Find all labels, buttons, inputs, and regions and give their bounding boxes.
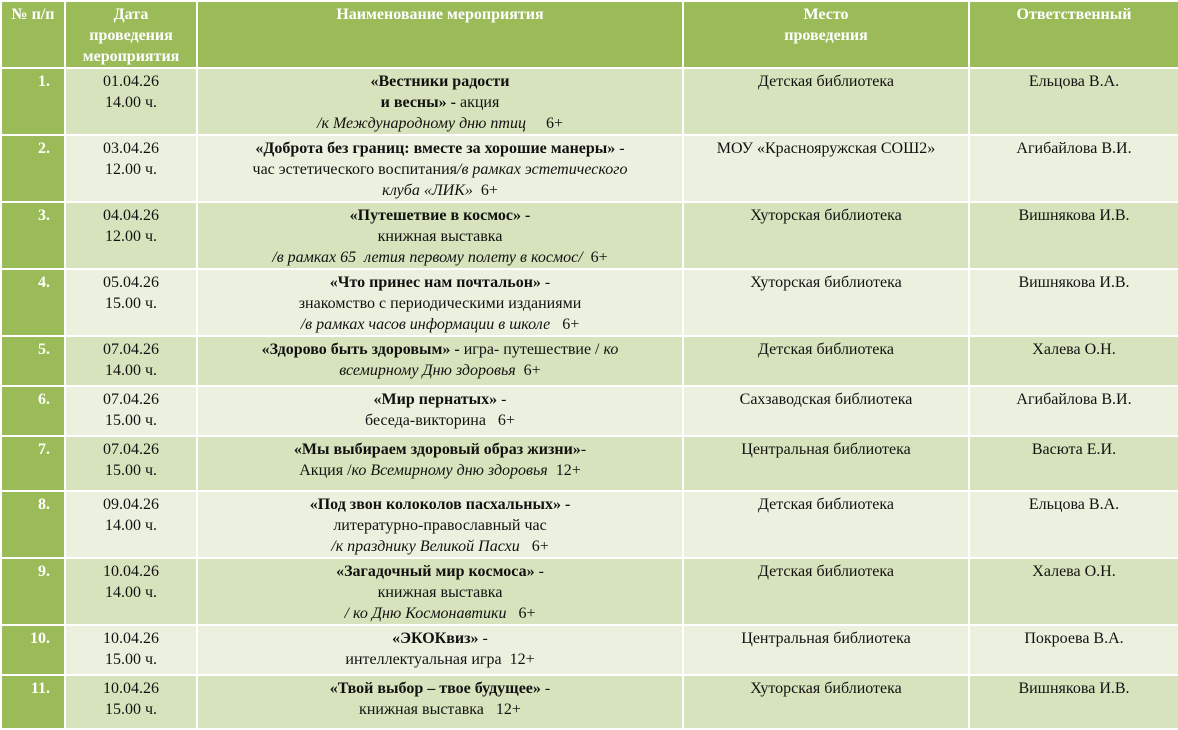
event-place: Хуторская библиотека xyxy=(683,675,969,729)
event-line xyxy=(202,71,678,92)
header-responsible: Ответственный xyxy=(969,1,1178,68)
event-text: книжная выставка xyxy=(377,584,503,601)
event-line xyxy=(202,226,678,247)
event-responsible: Вишнякова И.В. xyxy=(969,269,1178,336)
event-date: 01.04.26 xyxy=(103,73,159,90)
event-name xyxy=(197,336,683,386)
event-text: ко Всемирному дню здоровья xyxy=(351,462,548,479)
event-text: 6+ xyxy=(525,115,563,132)
event-name xyxy=(197,675,683,729)
event-line xyxy=(202,410,678,431)
event-place: Хуторская библиотека xyxy=(683,202,969,269)
event-date: 10.04.26 xyxy=(103,563,159,580)
event-date: 07.04.26 xyxy=(103,391,159,408)
event-line xyxy=(202,439,678,460)
event-text: /в рамках часов информации в школе xyxy=(300,316,551,333)
event-datetime xyxy=(65,202,197,269)
event-name xyxy=(197,625,683,675)
event-line xyxy=(202,360,678,381)
event-line xyxy=(202,582,678,603)
table-row xyxy=(1,625,1178,675)
event-place: Детская библиотека xyxy=(683,491,969,558)
event-text: «Путешетвие в космос» - xyxy=(349,207,531,224)
header-place: Место проведения xyxy=(683,1,969,68)
event-line xyxy=(202,293,678,314)
event-line xyxy=(202,699,678,720)
event-text: /в рамках 65 летия первому полету в космос/ xyxy=(272,249,583,266)
event-name xyxy=(197,269,683,336)
event-datetime xyxy=(65,558,197,625)
event-responsible: Вишнякова И.В. xyxy=(969,675,1178,729)
event-text: 6+ xyxy=(582,249,608,266)
event-text: - xyxy=(540,680,551,697)
event-datetime xyxy=(65,135,197,202)
event-line xyxy=(202,678,678,699)
event-line xyxy=(202,92,678,113)
event-time: 14.00 ч. xyxy=(104,94,158,111)
row-number: 8. xyxy=(1,491,65,558)
event-text: - xyxy=(615,140,625,157)
event-line xyxy=(202,180,678,201)
event-datetime xyxy=(65,625,197,675)
event-text: ко xyxy=(603,341,619,358)
row-number: 7. xyxy=(1,436,65,491)
event-text: - xyxy=(497,391,507,408)
event-line xyxy=(202,628,678,649)
row-number: 5. xyxy=(1,336,65,386)
event-text: интеллектуальная игра 12+ xyxy=(345,651,535,668)
event-responsible: Васюта Е.И. xyxy=(969,436,1178,491)
event-datetime xyxy=(65,386,197,436)
event-text: «Вестники радости xyxy=(370,73,510,90)
header-date: Дата проведения мероприятия xyxy=(65,1,197,68)
event-datetime xyxy=(65,491,197,558)
event-text: «ЭКОКвиз» xyxy=(392,630,479,647)
event-text: час эстетического воспитания xyxy=(252,161,457,178)
event-place: Центральная библиотека xyxy=(683,625,969,675)
event-text: «Что принес нам почтальон» xyxy=(329,274,541,291)
event-text: 6+ xyxy=(550,316,580,333)
event-line xyxy=(202,247,678,268)
event-line xyxy=(202,138,678,159)
event-responsible: Халева О.Н. xyxy=(969,558,1178,625)
event-line xyxy=(202,603,678,624)
event-time: 12.00 ч. xyxy=(104,228,158,245)
event-text: всемирному Дню здоровья xyxy=(339,362,516,379)
event-time: 15.00 ч. xyxy=(104,651,158,668)
event-place: Хуторская библиотека xyxy=(683,269,969,336)
event-name xyxy=(197,436,683,491)
row-number: 3. xyxy=(1,202,65,269)
event-line xyxy=(202,205,678,226)
header-name: Наименование мероприятия xyxy=(197,1,683,68)
table-row xyxy=(1,336,1178,386)
event-line xyxy=(202,561,678,582)
event-place: МОУ «Краснояружская СОШ2» xyxy=(683,135,969,202)
event-datetime xyxy=(65,336,197,386)
event-text: клуба «ЛИК» xyxy=(382,182,473,199)
table-row xyxy=(1,68,1178,135)
event-date: 10.04.26 xyxy=(103,630,159,647)
row-number: 6. xyxy=(1,386,65,436)
event-text: литературно-православный час xyxy=(333,517,547,534)
event-text: «Доброта без границ: вместе за хорошие манеры» xyxy=(255,140,616,157)
event-name xyxy=(197,491,683,558)
event-line xyxy=(202,339,678,360)
event-name xyxy=(197,135,683,202)
event-text: знакомство с периодическими изданиями xyxy=(298,295,582,312)
event-place: Сахзаводская библиотека xyxy=(683,386,969,436)
event-name xyxy=(197,202,683,269)
table-row xyxy=(1,675,1178,729)
event-name xyxy=(197,558,683,625)
event-responsible: Агибайлова В.И. xyxy=(969,135,1178,202)
event-datetime xyxy=(65,68,197,135)
event-responsible: Халева О.Н. xyxy=(969,336,1178,386)
event-text: акция xyxy=(459,94,500,111)
event-time: 15.00 ч. xyxy=(104,412,158,429)
event-line xyxy=(202,314,678,335)
event-responsible: Агибайлова В.И. xyxy=(969,386,1178,436)
table-row xyxy=(1,436,1178,491)
event-time: 14.00 ч. xyxy=(104,584,158,601)
event-text: «Под звон колоколов пасхальных» - xyxy=(309,496,571,513)
event-date: 07.04.26 xyxy=(103,341,159,358)
event-text: «Твой выбор – твое будущее» xyxy=(329,680,541,697)
event-line xyxy=(202,159,678,180)
event-text: Акция / xyxy=(299,462,352,479)
event-date: 04.04.26 xyxy=(103,207,159,224)
event-text: беседа-викторина 6+ xyxy=(365,412,515,429)
event-name xyxy=(197,386,683,436)
table-row xyxy=(1,135,1178,202)
event-time: 15.00 ч. xyxy=(104,295,158,312)
event-text: - xyxy=(540,274,551,291)
event-text: /в рамках эстетического xyxy=(457,161,628,178)
table-row xyxy=(1,558,1178,625)
table-row xyxy=(1,491,1178,558)
event-line xyxy=(202,272,678,293)
event-date: 03.04.26 xyxy=(103,140,159,157)
event-time: 14.00 ч. xyxy=(104,517,158,534)
header-row xyxy=(1,1,1178,68)
row-number: 4. xyxy=(1,269,65,336)
event-date: 07.04.26 xyxy=(103,441,159,458)
row-number: 1. xyxy=(1,68,65,135)
row-number: 11. xyxy=(1,675,65,729)
event-text: «Мы выбираем здоровый образ жизни» xyxy=(293,441,581,458)
event-date: 05.04.26 xyxy=(103,274,159,291)
event-time: 12.00 ч. xyxy=(104,161,158,178)
event-place: Центральная библиотека xyxy=(683,436,969,491)
event-text: /к празднику Великой Пасхи xyxy=(331,538,520,555)
event-responsible: Покроева В.А. xyxy=(969,625,1178,675)
event-text: 6+ xyxy=(515,362,541,379)
event-line xyxy=(202,494,678,515)
event-time: 14.00 ч. xyxy=(104,362,158,379)
event-text: «Мир пернатых» xyxy=(373,391,498,408)
event-line xyxy=(202,460,678,481)
event-line xyxy=(202,113,678,134)
table-row xyxy=(1,269,1178,336)
event-datetime xyxy=(65,675,197,729)
event-text: 6+ xyxy=(506,605,536,622)
event-text: 12+ xyxy=(547,462,581,479)
event-text: / ко Дню Космонавтики xyxy=(344,605,507,622)
event-date: 10.04.26 xyxy=(103,680,159,697)
event-line xyxy=(202,536,678,557)
event-line xyxy=(202,389,678,410)
event-text: 6+ xyxy=(472,182,498,199)
event-line xyxy=(202,515,678,536)
event-time: 15.00 ч. xyxy=(104,462,158,479)
event-text: - xyxy=(478,630,488,647)
event-place: Детская библиотека xyxy=(683,68,969,135)
event-text: /к Международному дню птиц xyxy=(317,115,526,132)
event-date: 09.04.26 xyxy=(103,496,159,513)
event-text: «Загадочный мир космоса» xyxy=(336,563,535,580)
event-responsible: Ельцова В.А. xyxy=(969,68,1178,135)
event-place: Детская библиотека xyxy=(683,558,969,625)
event-text: 6+ xyxy=(519,538,549,555)
table-row xyxy=(1,202,1178,269)
event-text: - xyxy=(534,563,544,580)
event-place: Детская библиотека xyxy=(683,336,969,386)
event-text: игра- путешествие / xyxy=(463,341,604,358)
event-line xyxy=(202,649,678,670)
event-datetime xyxy=(65,269,197,336)
row-number: 10. xyxy=(1,625,65,675)
event-responsible: Вишнякова И.В. xyxy=(969,202,1178,269)
header-num: № п/п xyxy=(1,1,65,68)
event-text: книжная выставка 12+ xyxy=(359,701,521,718)
table-row xyxy=(1,386,1178,436)
event-text: «Здорово быть здоровым» - xyxy=(261,341,464,358)
event-text: и весны» - xyxy=(380,94,460,111)
row-number: 2. xyxy=(1,135,65,202)
event-text: - xyxy=(580,441,587,458)
row-number: 9. xyxy=(1,558,65,625)
event-name xyxy=(197,68,683,135)
event-text: книжная выставка xyxy=(377,228,503,245)
event-responsible: Ельцова В.А. xyxy=(969,491,1178,558)
event-datetime xyxy=(65,436,197,491)
event-time: 15.00 ч. xyxy=(104,701,158,718)
